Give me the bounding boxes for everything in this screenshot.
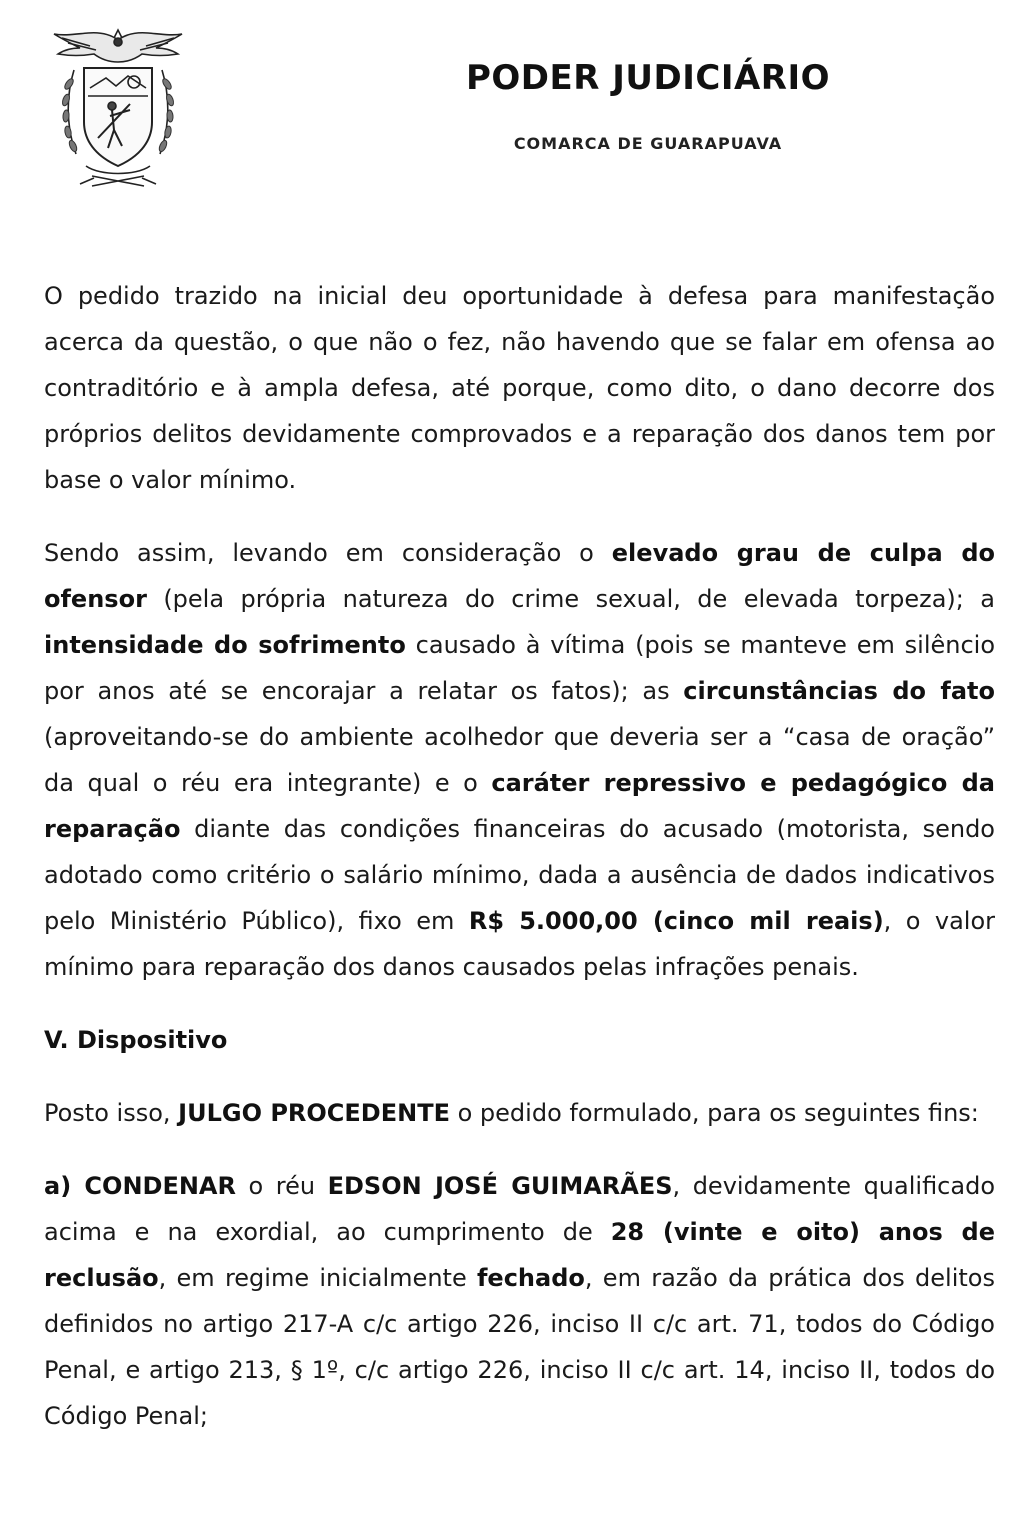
paragraph-condemnation bbox=[44, 1163, 995, 1439]
parana-coat-of-arms-icon bbox=[50, 26, 186, 196]
text-span: , em razão da prática dos delitos definidos no artigo 217-A c/c artigo 226, inciso II c/c art. 71, todos do Código Penal, e artigo 213, § 1º, c/c artigo 226, inciso II c/c art. 14, inciso II, todos do Código Penal; bbox=[44, 1264, 995, 1430]
defendant-name: EDSON JOSÉ GUIMARÃES bbox=[327, 1172, 673, 1200]
text-span: Sendo assim, levando em consideração o bbox=[44, 539, 612, 567]
section-heading bbox=[44, 1017, 995, 1063]
text-span: o réu bbox=[235, 1172, 328, 1200]
paragraph-damages bbox=[44, 530, 995, 990]
text-span: , devidamente qualificado acima e na exordial, ao cumprimento de bbox=[44, 1172, 995, 1246]
document-body bbox=[44, 273, 995, 1439]
text-span: causado à vítima (pois se manteve em silêncio por anos até se encorajar a relatar os fatos); as bbox=[44, 631, 996, 705]
text-span: Posto isso, bbox=[44, 1099, 179, 1127]
text-span: diante das condições financeiras do acusado (motorista, sendo adotado como critério o salário mínimo, dada a ausência de dados indicativos pelo Ministério Público), fixo em bbox=[44, 815, 995, 935]
court-title: PODER JUDICIÁRIO bbox=[465, 58, 831, 98]
paragraph-defense: O pedido trazido na inicial deu oportunidade à defesa para manifestação acerca da questão, o que não o fez, não havendo que se falar em ofensa ao contraditório e à ampla defesa, até porque, como dito, o dano decorre dos próprios delitos devidamente comprovados e a reparação dos danos tem por base o valor mínimo. bbox=[44, 282, 995, 494]
emphasis-culpa: elevado grau de culpa do ofensor bbox=[44, 539, 996, 613]
section-heading-text: V. Dispositivo bbox=[44, 1026, 228, 1054]
emphasis-sofrimento: intensidade do sofrimento bbox=[44, 631, 406, 659]
text-span: o pedido formulado, para os seguintes fins: bbox=[449, 1099, 979, 1127]
text-span: , em regime inicialmente bbox=[158, 1264, 477, 1292]
emphasis-julgo: JULGO PROCEDENTE bbox=[178, 1099, 450, 1127]
emphasis-valor: R$ 5.000,00 (cinco mil reais) bbox=[468, 907, 884, 935]
text-span: (pela própria natureza do crime sexual, de elevada torpeza); a bbox=[146, 585, 995, 613]
text-span: (aproveitando-se do ambiente acolhedor que deveria ser a “casa de oração” da qual o réu era integrante) e o bbox=[44, 723, 995, 797]
emphasis-pena: 28 (vinte e oito) anos de reclusão bbox=[44, 1218, 995, 1292]
emphasis-condenar: a) CONDENAR bbox=[44, 1172, 236, 1200]
court-district: COMARCA DE GUARAPUAVA bbox=[513, 134, 783, 153]
emphasis-regime: fechado bbox=[476, 1264, 585, 1292]
emphasis-circunstancias: circunstâncias do fato bbox=[683, 677, 995, 705]
emphasis-carater: caráter repressivo e pedagógico da reparação bbox=[44, 769, 995, 843]
paragraph-verdict bbox=[44, 1090, 995, 1136]
text-span: , o valor mínimo para reparação dos danos causados pelas infrações penais. bbox=[44, 907, 996, 981]
